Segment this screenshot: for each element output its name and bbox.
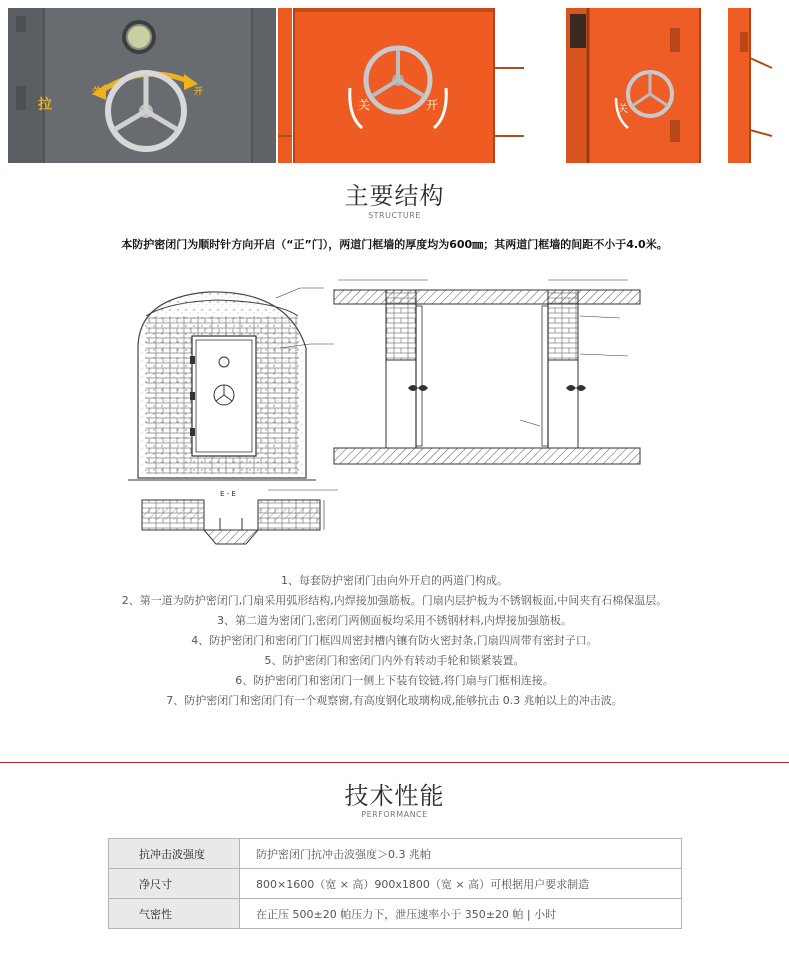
performance-subtitle: PERFORMANCE: [361, 810, 428, 819]
plan-section-ee: [142, 490, 338, 544]
photo-grey-door: [8, 8, 276, 163]
close-direction-label: 关: [358, 98, 371, 112]
list-item: 5、防护密闭门和密闭门内外有转动手轮和锁紧装置。: [264, 654, 525, 667]
structure-subtitle: STRUCTURE: [368, 211, 421, 220]
section-divider: [0, 762, 789, 763]
list-item: 2、第一道为防护密闭门,门扇采用弧形结构,内焊接加强筋板。门扇内层护板为不锈钢板面,中间夹有石棉保温层。: [121, 594, 668, 607]
row-value: 在正压 500±20 帕压力下，泄压速率小于 350±20 帕 | 小时: [240, 899, 682, 929]
technical-drawing: [128, 268, 648, 558]
list-item: 3、第二道为密闭门,密闭门两侧面板均采用不锈钢材料,内焊接加强筋板。: [217, 614, 572, 627]
structure-intro: 本防护密闭门为顺时针方向开启（“正”门），两道门框墙的厚度均为600㎜；其两道门框墙的间距不小于4.0米。: [121, 238, 668, 251]
front-elevation: [128, 288, 334, 480]
performance-table: [108, 838, 682, 929]
table-row: [109, 839, 682, 869]
row-value: 800×1600（宽 × 高）900x1800（宽 × 高）可根据用户要求制造: [240, 869, 682, 899]
list-item: 6、防护密闭门和密闭门一侧上下装有铰链,将门扇与门框相连接。: [235, 674, 554, 687]
close-direction-label: 关: [618, 104, 628, 115]
row-key: 气密性: [109, 899, 240, 929]
performance-title: 技术性能: [344, 782, 445, 810]
photo-orange-door-edge: [726, 8, 786, 163]
open-direction-label: 开: [426, 98, 439, 112]
photo-orange-door-side: [566, 8, 709, 163]
table-row: [109, 899, 682, 929]
list-item: 7、防护密闭门和密闭门有一个观察窗,有高度钢化玻璃构成,能够抗击 0.3 兆帕以上的冲击波。: [166, 694, 623, 707]
row-key: 净尺寸: [109, 869, 240, 899]
list-item: 1、每套防护密闭门由向外开启的两道门构成。: [281, 574, 508, 587]
feature-list: [0, 571, 789, 711]
pull-label: 拉: [38, 97, 52, 113]
table-row: [109, 869, 682, 899]
list-item: 4、防护密闭门和密闭门门框四周密封槽内镶有防火密封条,门扇四周带有密封子口。: [191, 634, 598, 647]
row-key: 抗冲击波强度: [109, 839, 240, 869]
photo-orange-door: [278, 8, 559, 163]
section-label: E - E: [220, 490, 236, 498]
section-view: [334, 280, 640, 464]
close-direction-label: 关: [92, 87, 102, 97]
open-direction-label: 开: [194, 87, 204, 97]
row-value: 防护密闭门抗冲击波强度＞0.3 兆帕: [240, 839, 682, 869]
structure-title: 主要结构: [344, 182, 445, 210]
